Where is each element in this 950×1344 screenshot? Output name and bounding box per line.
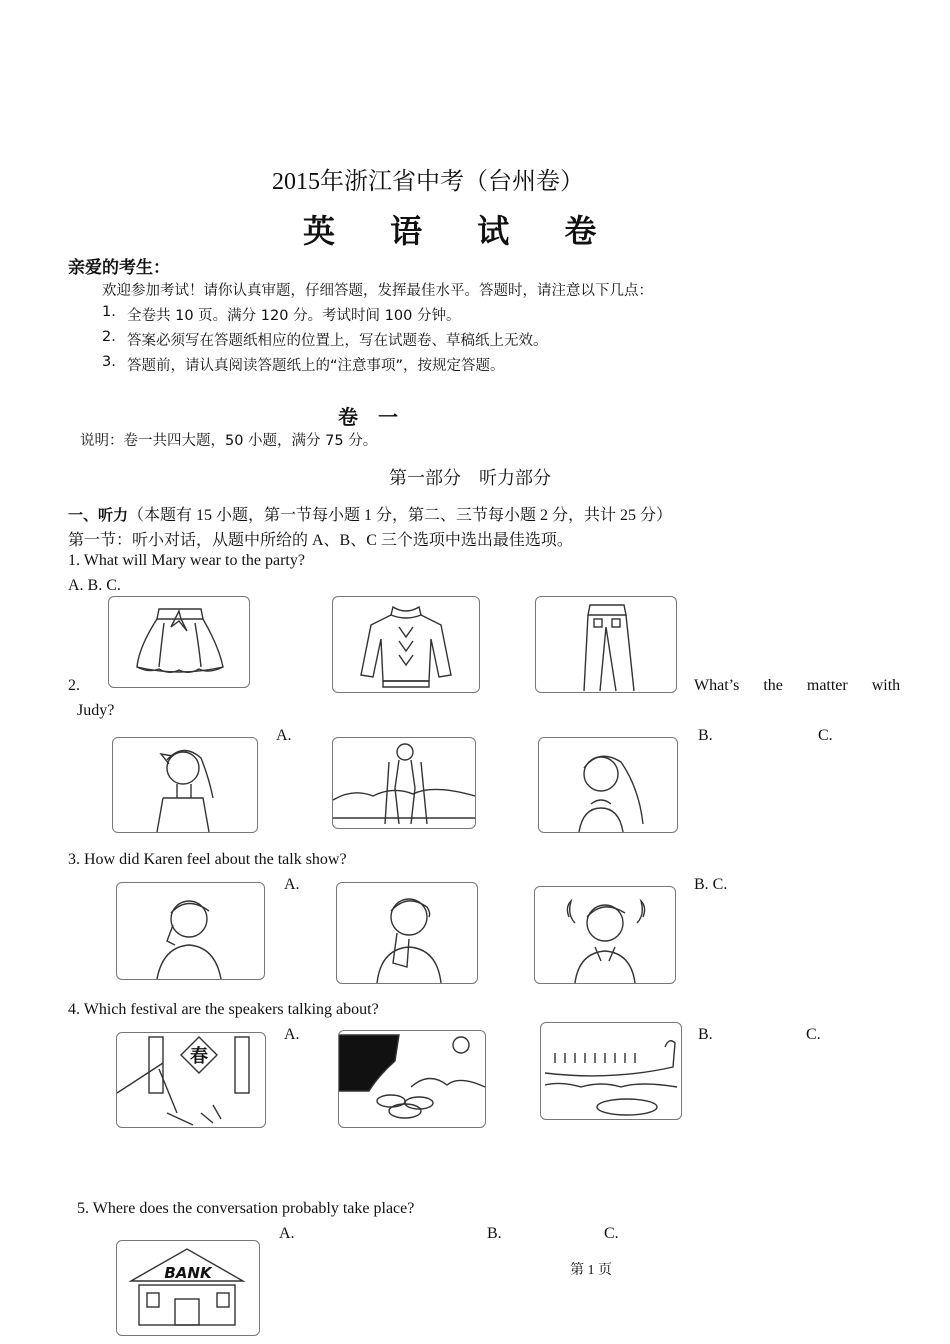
section-heading: 一、听力 (68, 506, 129, 524)
question-5-option-c: C. (604, 1225, 619, 1242)
notice-intro: 欢迎参加考试！请你认真审题，仔细答题，发挥最佳水平。答题时，请注意以下几点： (102, 283, 653, 299)
page-number: 第 1 页 (570, 1263, 612, 1278)
mid-autumn-image[interactable] (338, 1030, 486, 1128)
sweater-image[interactable] (332, 596, 480, 693)
question-1-options: A. B. C. (68, 577, 121, 594)
question-2-text-cont: Judy? (77, 702, 115, 719)
question-4-option-b: B. (698, 1026, 713, 1043)
question-2-number: 2. (68, 677, 80, 694)
question-4-option-c: C. (806, 1026, 821, 1043)
notice-item-num: 3. (102, 354, 116, 370)
sore-throat-girl-image[interactable] (538, 737, 678, 833)
question-5: 5. Where does the conversation probably take place? (77, 1200, 415, 1217)
exam-title: 2015年浙江省中考（台州卷） (272, 169, 584, 195)
question-2-option-b: B. (698, 727, 713, 744)
subsection-instruction: 第一节：听小对话，从题中所给的 A、B、C 三个选项中选出最佳选项。 (68, 532, 573, 549)
question-5-option-b: B. (487, 1225, 502, 1242)
notice-item-text: 答案必须写在答题纸相应的位置上，写在试题卷、草稿纸上无效。 (127, 333, 548, 349)
question-3-option-bc: B. C. (694, 876, 728, 893)
greeting: 亲爱的考生： (68, 258, 170, 278)
thinking-girl-image[interactable] (116, 882, 265, 980)
angry-girl-image[interactable] (534, 886, 676, 984)
question-2-text: What’s the matter with (694, 677, 901, 694)
notice-item-num: 1. (102, 304, 116, 320)
volume-title: 卷 一 (338, 405, 398, 429)
jeans-image[interactable] (535, 596, 677, 693)
question-3-option-a: A. (284, 876, 300, 893)
bank-sign: BANK (164, 1264, 212, 1282)
notice-item-text: 全卷共 10 页。满分 120 分。考试时间 100 分钟。 (127, 308, 461, 324)
question-4: 4. Which festival are the speakers talking about? (68, 1001, 379, 1018)
volume-desc: 说明：卷一共四大题，50 小题，满分 75 分。 (80, 433, 378, 449)
question-4-option-a: A. (284, 1026, 300, 1043)
crutches-girl-image[interactable] (332, 737, 476, 829)
bank-image[interactable] (116, 1240, 260, 1336)
question-2-option-c: C. (818, 727, 833, 744)
headache-girl-image[interactable] (112, 737, 258, 833)
spring-festival-image[interactable] (116, 1032, 266, 1128)
question-5-option-a: A. (279, 1225, 295, 1242)
part-title: 第一部分 听力部分 (389, 468, 551, 488)
subject-title: 英 语 试 卷 (303, 212, 619, 250)
section-note: （本题有 15 小题，第一节每小题 1 分，第二、三节每小题 2 分，共计 25 分） (128, 507, 673, 524)
skirt-image[interactable] (108, 596, 250, 688)
section-heading-line (68, 502, 672, 525)
crying-girl-image[interactable] (336, 882, 478, 984)
spring-char: 春 (190, 1046, 208, 1067)
question-1: 1. What will Mary wear to the party? (68, 552, 305, 569)
question-2-option-a: A. (276, 727, 292, 744)
notice-item-text: 答题前，请认真阅读答题纸上的“注意事项”，按规定答题。 (127, 358, 505, 374)
dragon-boat-image[interactable] (540, 1022, 682, 1120)
question-3: 3. How did Karen feel about the talk show? (68, 851, 347, 868)
notice-item-num: 2. (102, 329, 116, 345)
